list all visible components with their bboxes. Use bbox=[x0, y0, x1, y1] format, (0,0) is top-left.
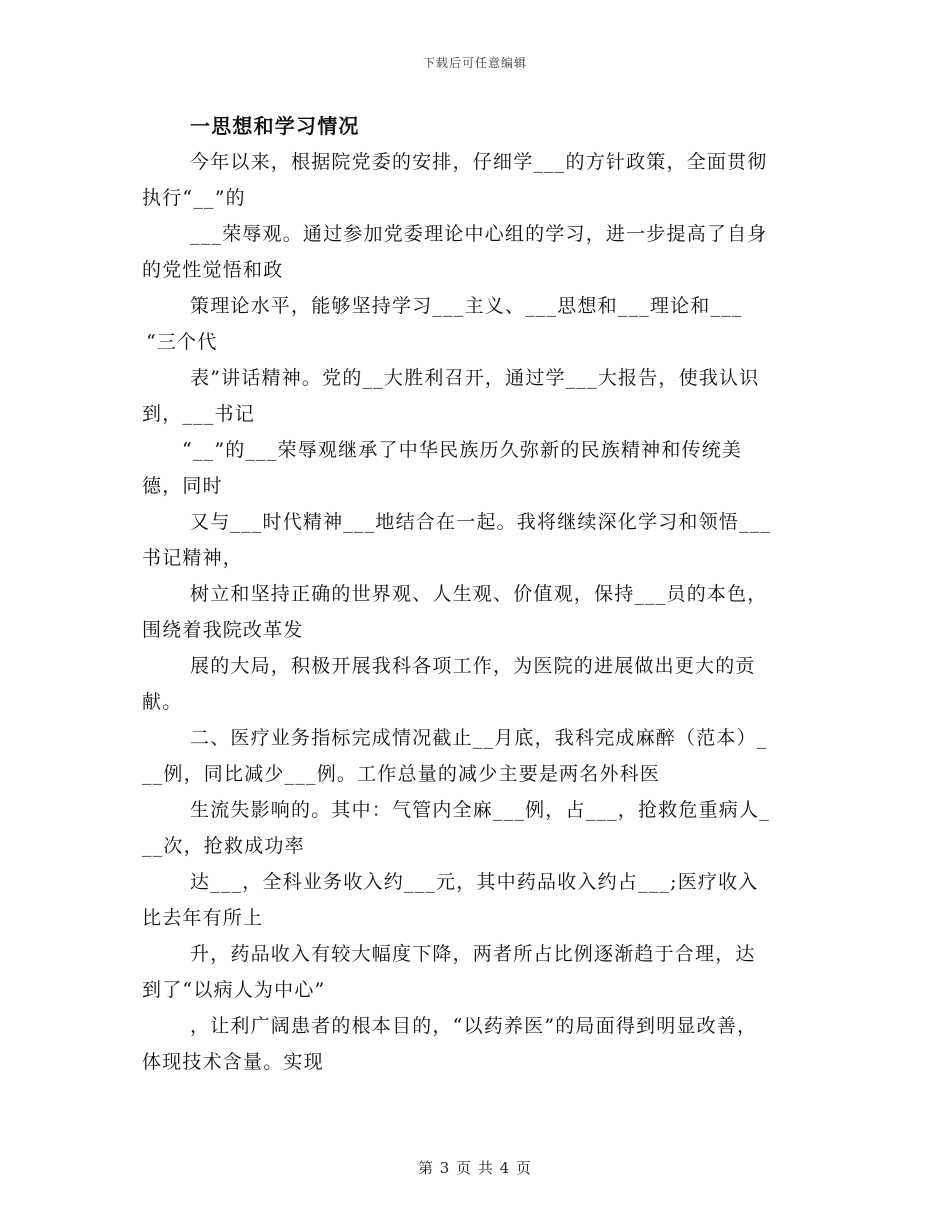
paragraph-line: “__”的___荣辱观继承了中华民族历久弥新的民族精神和传统美 bbox=[182, 439, 743, 461]
paragraph-line: 德，同时 bbox=[142, 475, 223, 497]
paragraph-line: __例，同比减少___例。工作总量的减少主要是两名外科医 bbox=[142, 763, 661, 785]
page-header-note: 下载后可任意编辑 bbox=[422, 56, 527, 70]
paragraph-line: 展的大局，积极开展我科各项工作，为医院的进展做出更大的贡 bbox=[190, 655, 756, 677]
paragraph-line: 执行“__”的 bbox=[142, 187, 246, 209]
document-body bbox=[142, 108, 812, 1080]
paragraph-line: 二、医疗业务指标完成情况截止__月底，我科完成麻醉（范本）_ bbox=[190, 727, 768, 749]
paragraph-line: 到，___书记 bbox=[142, 403, 255, 425]
paragraph-line: 策理论水平，能够坚持学习___主义、___思想和___理论和___ bbox=[190, 295, 743, 317]
paragraph-line: 比去年有所上 bbox=[142, 907, 264, 929]
paragraph-line: 献。 bbox=[142, 691, 183, 713]
paragraph-line: 的党性觉悟和政 bbox=[142, 259, 284, 281]
paragraph-line: 达___，全科业务收入约___元，其中药品收入约占___;医疗收入 bbox=[190, 871, 759, 893]
paragraph-line: ___荣辱观。通过参加党委理论中心组的学习，进一步提高了自身 bbox=[190, 223, 768, 245]
paragraph-line: 书记精神， bbox=[142, 547, 244, 569]
paragraph-line: 树立和坚持正确的世界观、人生观、价值观，保持___员的本色， bbox=[190, 583, 768, 605]
page-number: 第 3 页 共 4 页 bbox=[418, 1159, 532, 1177]
paragraph-line: 升，药品收入有较大幅度下降，两者所占比例逐渐趋于合理，达 bbox=[190, 943, 756, 965]
paragraph-line: 到了“以病人为中心” bbox=[142, 979, 326, 1001]
paragraph-line: “三个代 bbox=[146, 331, 218, 353]
paragraph-line: 今年以来，根据院党委的安排，仔细学___的方针政策，全面贯彻 bbox=[190, 151, 768, 173]
paragraph-line: 生流失影响的。其中：气管内全麻___例，占___，抢救危重病人_ bbox=[190, 799, 770, 821]
paragraph-line: __次，抢救成功率 bbox=[142, 835, 305, 857]
section-heading: 一思想和学习情况 bbox=[190, 114, 360, 138]
paragraph-line: 围绕着我院改革发 bbox=[142, 619, 304, 641]
paragraph-line: 又与___时代精神___地结合在一起。我将继续深化学习和领悟___ bbox=[190, 511, 772, 533]
paragraph-line: 表”讲话精神。党的__大胜利召开，通过学___大报告，使我认识 bbox=[190, 367, 760, 389]
paragraph-line: 体现技术含量。实现 bbox=[142, 1051, 324, 1073]
paragraph-line: ，让利广阔患者的根本目的，“以药养医”的局面得到明显改善， bbox=[190, 1015, 758, 1037]
